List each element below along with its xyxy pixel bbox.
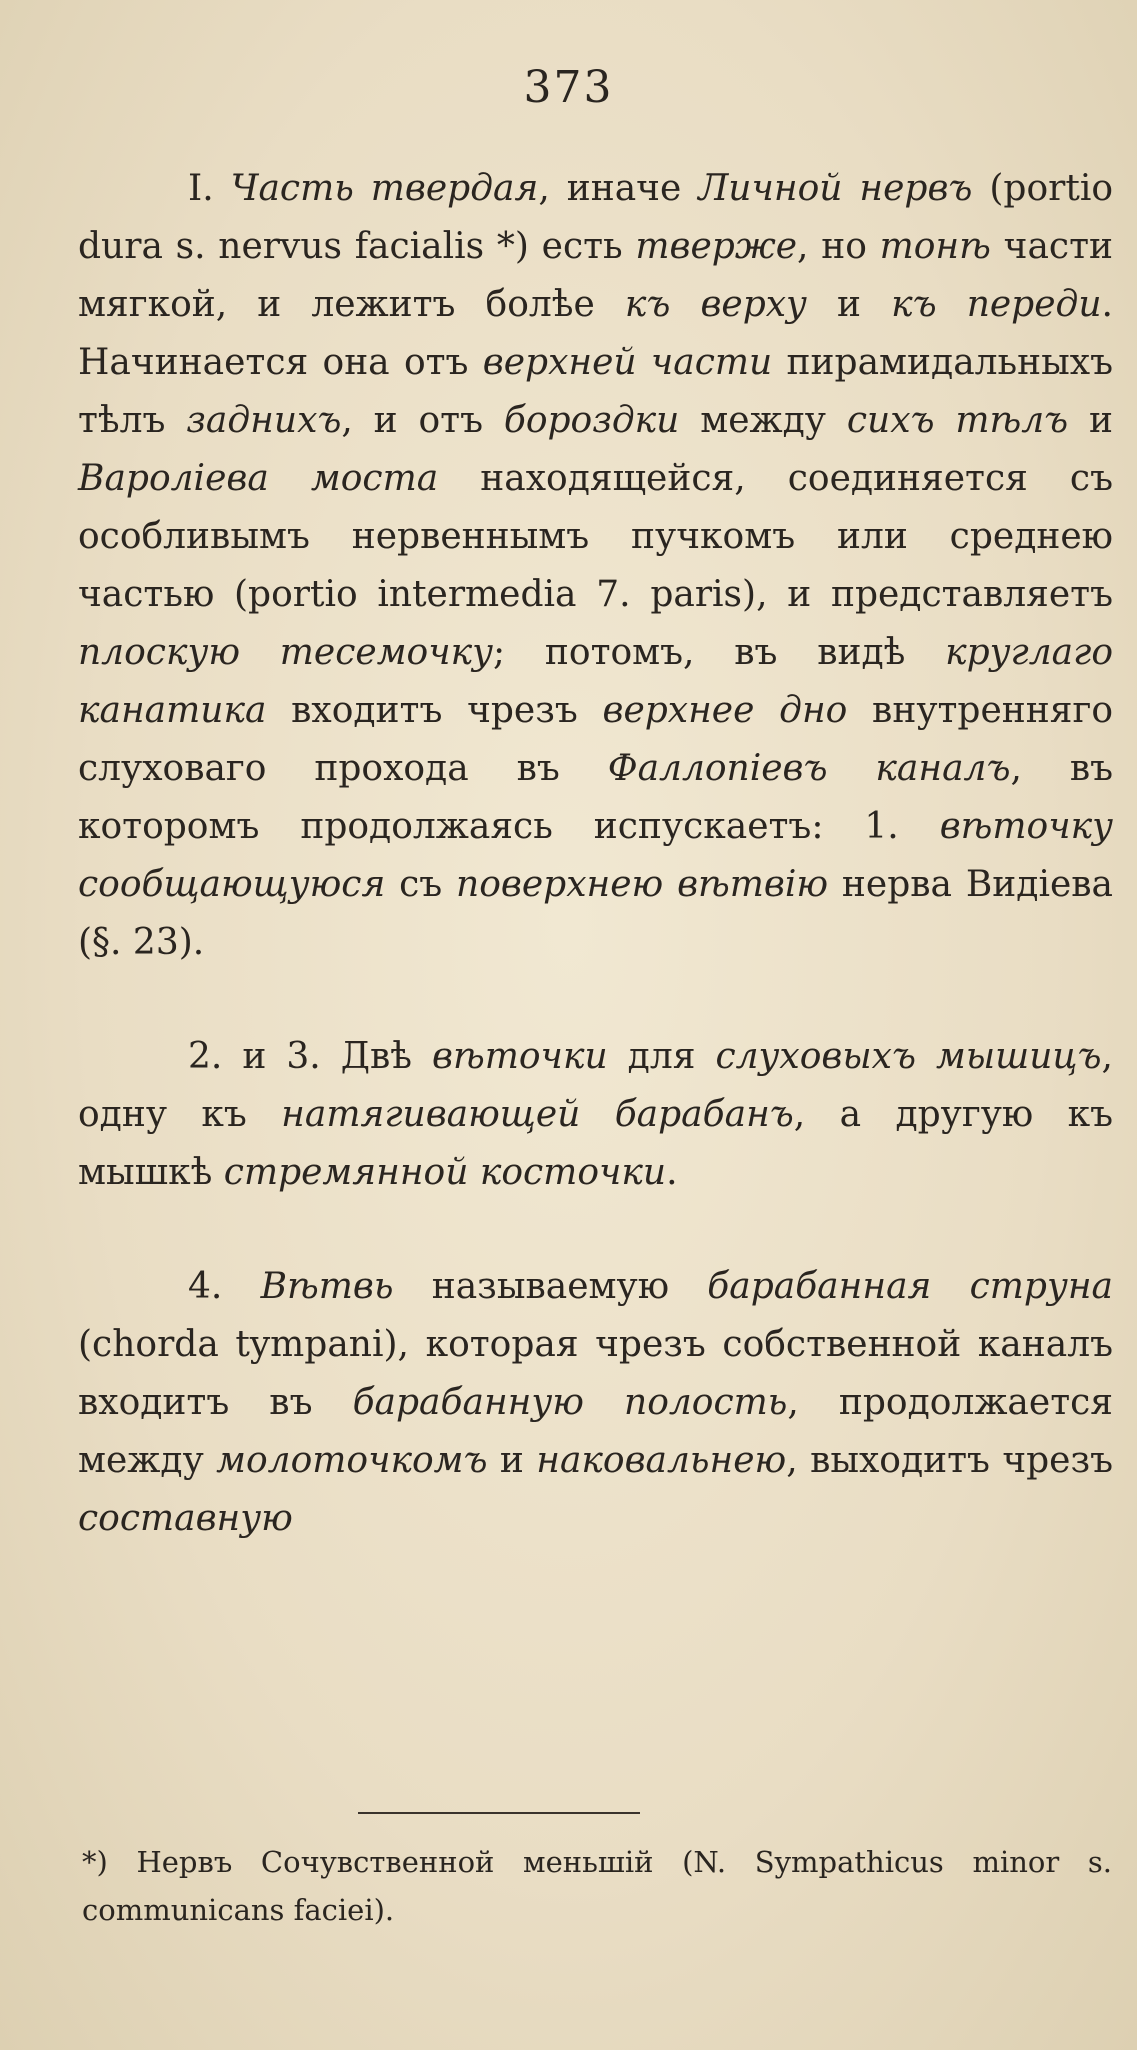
text-run: (chorda tympani), которая чрезъ собственной каналъ входитъ въ — [78, 1324, 1113, 1423]
text-run: (portio dura s. nervus facialis *) есть — [78, 168, 1114, 267]
page-number: 373 — [523, 62, 614, 113]
italic-term: сихъ тѣлъ — [846, 400, 1069, 441]
text-run: , и отъ — [341, 400, 504, 441]
text-run: 4. — [188, 1266, 261, 1307]
paragraph — [78, 1258, 1113, 1548]
italic-term: поверхнею вѣтвію — [456, 864, 829, 905]
italic-term: натягивающей барабанъ — [281, 1094, 794, 1135]
text-run: , продолжается между — [78, 1382, 1113, 1481]
italic-term: Личной нервъ — [698, 168, 973, 209]
text-run: . — [666, 1152, 678, 1193]
italic-term: тверже — [635, 226, 798, 267]
italic-term: Часть твердая — [230, 168, 539, 209]
text-run: ; потомъ, въ видѣ — [493, 632, 946, 673]
italic-term: къ переди — [891, 284, 1102, 325]
italic-term: вѣточки — [432, 1036, 608, 1077]
text-run: нерва Видіева (§. 23). — [78, 864, 1113, 963]
text-run: 2. и 3. Двѣ — [188, 1036, 433, 1077]
text-run: части мягкой, и лежитъ болѣе — [78, 226, 1113, 325]
italic-term: молоточкомъ — [216, 1440, 488, 1481]
text-run: называемую — [393, 1266, 708, 1307]
italic-term: бороздки — [503, 400, 680, 441]
text-run: , а другую къ мышкѣ — [78, 1094, 1113, 1193]
text-run: входитъ чрезъ — [266, 690, 603, 731]
italic-term: наковальнею — [536, 1440, 787, 1481]
paragraph — [78, 160, 1113, 972]
text-run: I. — [188, 168, 231, 209]
text-run: , одну къ — [78, 1036, 1113, 1135]
footnote: *) Нервъ Сочувственной меньшій (N. Sympathicus minor s. communicans faciei). — [82, 1845, 1112, 1927]
text-run: для — [607, 1036, 716, 1077]
italic-term: барабанная струна — [707, 1266, 1113, 1307]
italic-term: плоскую тесемочку — [78, 632, 493, 673]
italic-term: верхнее дно — [602, 690, 848, 731]
italic-term: Фаллопіевъ каналъ — [607, 748, 1011, 789]
text-run: находящейся, соединяется съ особливымъ нервеннымъ пучкомъ или среднею частью (portio intermedia 7. paris), и представляетъ — [78, 458, 1113, 615]
text-run: внутренняго слуховаго прохода въ — [78, 690, 1114, 789]
footnote-divider — [358, 1812, 640, 1814]
italic-term: составную — [78, 1498, 293, 1539]
text-run: и — [487, 1440, 537, 1481]
italic-term: слуховыхъ мышицъ — [715, 1036, 1102, 1077]
paragraph — [78, 1028, 1113, 1202]
body-text — [78, 160, 1113, 1604]
text-run: съ — [385, 864, 457, 905]
italic-term: Вѣтвь — [260, 1266, 394, 1307]
italic-term: барабанную полость — [352, 1382, 788, 1423]
text-run: , иначе — [538, 168, 699, 209]
italic-term: заднихъ — [186, 400, 342, 441]
text-run: , но — [797, 226, 880, 267]
italic-term: Вароліева моста — [78, 458, 439, 499]
text-run: , выходитъ чрезъ — [786, 1440, 1114, 1481]
italic-term: тонѣ — [879, 226, 991, 267]
text-run: между — [679, 400, 847, 441]
text-run: и — [1068, 400, 1114, 441]
text-run: пирамидальныхъ тѣлъ — [78, 342, 1113, 441]
text-run: . Начинается она отъ — [78, 284, 1113, 383]
italic-term: вѣточку сообщающуюся — [78, 806, 1113, 905]
italic-term: къ верху — [624, 284, 807, 325]
italic-term: верхней части — [482, 342, 773, 383]
text-run: , въ которомъ продолжаясь испускаетъ: 1. — [78, 748, 1113, 847]
italic-term: круглаго канатика — [78, 632, 1113, 731]
text-run: и — [806, 284, 892, 325]
italic-term: стремянной косточки — [223, 1152, 667, 1193]
